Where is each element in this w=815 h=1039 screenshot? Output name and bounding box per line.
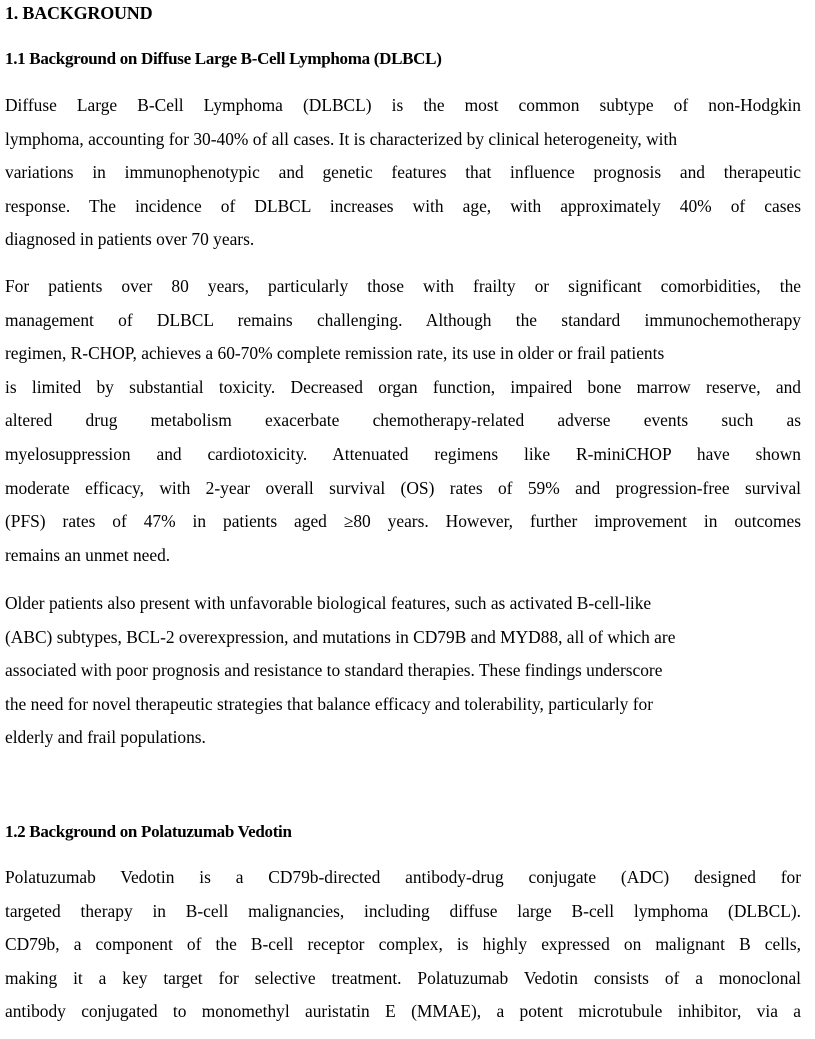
text-line: Older patients also present with unfavorable biological features, such as activated B-cell-like <box>5 593 652 613</box>
text-line: making it a key target for selective treatment. Polatuzumab Vedotin consists of a monoclonal <box>5 967 801 988</box>
text-line: Diffuse Large B-Cell Lymphoma (DLBCL) is the most common subtype of non-Hodgkin <box>5 95 801 115</box>
text-line: the need for novel therapeutic strategies that balance efficacy and tolerability, particularly for <box>5 693 653 714</box>
subsection-heading-1-2: 1.2 Background on Polatuzumab Vedotin <box>5 822 292 841</box>
text-line: (PFS) rates of 47% in patients aged ≥80 years. However, further improvement in outcomes <box>5 511 801 532</box>
text-line: myelosuppression and cardiotoxicity. Attenuated regimens like R-miniCHOP have shown <box>5 443 801 464</box>
text-line: altered drug metabolism exacerbate chemotherapy-related adverse events such as <box>5 410 801 431</box>
text-line: remains an unmet need. <box>5 544 171 565</box>
text-line: associated with poor prognosis and resistance to standard therapies. These findings underscore <box>5 660 663 681</box>
text-line: antibody conjugated to monomethyl auristatin E (MMAE), a potent microtubule inhibitor, via a <box>5 1001 801 1022</box>
text-line: elderly and frail populations. <box>5 727 206 748</box>
text-line: is limited by substantial toxicity. Decreased organ function, impaired bone marrow reserve, and <box>5 376 801 397</box>
paragraph-elderly-management <box>5 270 801 572</box>
text-line: diagnosed in patients over 70 years. <box>5 229 255 250</box>
text-line: regimen, R-CHOP, achieves a 60-70% complete remission rate, its use in older or frail patients <box>5 343 665 364</box>
paragraph-polatuzumab-overview <box>5 861 801 1029</box>
text-line: lymphoma, accounting for 30-40% of all cases. It is characterized by clinical heterogeneity, with <box>5 128 678 149</box>
text-line: variations in immunophenotypic and genetic features that influence prognosis and therapeutic <box>5 162 801 183</box>
text-line: management of DLBCL remains challenging. Although the standard immunochemotherapy <box>5 309 801 330</box>
text-line: moderate efficacy, with 2-year overall survival (OS) rates of 59% and progression-free survival <box>5 477 801 498</box>
text-line: CD79b, a component of the B-cell receptor complex, is highly expressed on malignant B cells, <box>5 934 801 955</box>
section-heading: 1. BACKGROUND <box>5 3 153 23</box>
text-line: Polatuzumab Vedotin is a CD79b-directed antibody-drug conjugate (ADC) designed for <box>5 867 801 887</box>
text-line: For patients over 80 years, particularly those with frailty or significant comorbidities, the <box>5 276 801 296</box>
paragraph-dlbcl-overview <box>5 89 801 257</box>
subsection-heading-1-1: 1.1 Background on Diffuse Large B-Cell Lymphoma (DLBCL) <box>5 49 442 68</box>
paragraph-biological-features <box>5 587 801 755</box>
text-line: (ABC) subtypes, BCL-2 overexpression, and mutations in CD79B and MYD88, all of which are <box>5 626 676 647</box>
text-line: targeted therapy in B-cell malignancies, including diffuse large B-cell lymphoma (DLBCL). <box>5 900 801 921</box>
text-line: response. The incidence of DLBCL increases with age, with approximately 40% of cases <box>5 195 801 216</box>
